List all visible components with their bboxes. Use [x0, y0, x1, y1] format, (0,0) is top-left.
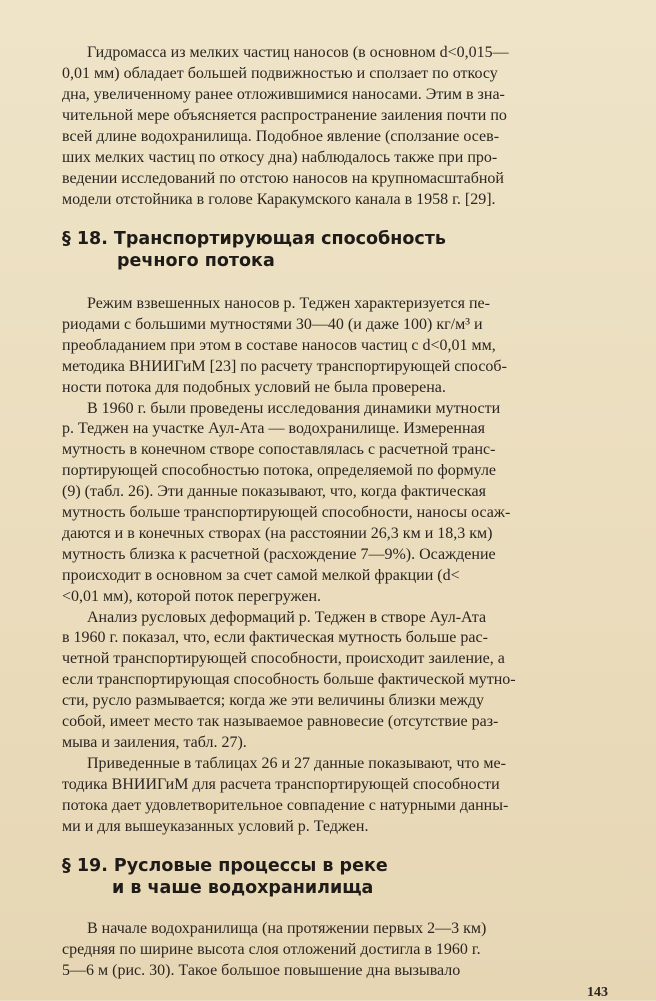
text-line: мыва и заиления, табл. 27).	[62, 733, 247, 751]
text-line: Анализ русловых деформаций р. Теджен в створе Аул-Ата	[87, 608, 487, 626]
text-line: даются и в конечных створах (на расстоянии 26,3 км и 18,3 км)	[62, 524, 493, 542]
text-line: В 1960 г. были проведены исследования динамики мутности	[87, 399, 501, 417]
text-line: Приведенные в таблицах 26 и 27 данные показывают, что ме-	[87, 754, 506, 772]
section-heading-line: речного потока	[117, 251, 275, 271]
text-line: если транспортирующая способность больше фактической мутно-	[62, 671, 516, 689]
text-line: ведении исследований по отстою наносов на крупномасштабной	[62, 170, 504, 187]
text-line: (9) (табл. 26). Эти данные показывают, что, когда фактическая	[62, 483, 486, 501]
text-line: собой, имеет место так называемое равновесие (отсутствие раз-	[62, 713, 499, 730]
text-line: четной транспортирующей способности, происходит заиление, а	[62, 650, 505, 668]
text-line: мутность больше транспортирующей способности, наносы осаж-	[62, 504, 511, 521]
text-line: <0,01 мм), которой поток перегружен.	[62, 587, 322, 605]
text-line: модели отстойника в голове Каракумского канала в 1958 г. [29].	[62, 191, 496, 208]
text-line: 0,01 мм) обладает большей подвижностью и сползает по откосу	[62, 65, 498, 82]
text-line: риодами с большими мутностями 30—40 (и даже 100) кг/м³ и	[62, 315, 483, 333]
text-line: чительной мере объясняется распространение заиления почти по	[62, 107, 507, 124]
text-line: портирующей способностью потока, определяемой по формуле	[62, 462, 497, 480]
text-line: ших мелких частиц по откосу дна) наблюдалось также при про-	[62, 149, 498, 166]
text-line: всей длине водохранилища. Подобное явление (сползание осев-	[62, 128, 500, 145]
text-line: р. Теджен на участке Аул-Ата — водохранилище. Измеренная	[62, 420, 485, 438]
text-line: ми и для вышеуказанных условий р. Теджен.	[62, 817, 369, 835]
text-line: ности потока для подобных условий не была проверена.	[62, 378, 446, 396]
text-line: в 1960 г. показал, что, если фактическая мутность больше рас-	[62, 629, 488, 647]
text-line: методика ВНИИГиМ [23] по расчету транспортирующей способ-	[62, 357, 507, 375]
text-line: дна, увеличенному ранее отложившимися наносами. Этим в зна-	[62, 86, 505, 103]
section-heading-line: § 18. Транспортирующая способность	[62, 229, 446, 249]
text-line: 5—6 м (рис. 30). Такое большое повышение дна вызывало	[62, 962, 461, 980]
text-line: средняя по ширине высота слоя отложений достигла в 1960 г.	[62, 941, 481, 959]
text-line: потока дает удовлетворительное совпадение с натурными данны-	[62, 796, 509, 814]
text-line: В начале водохранилища (на протяжении первых 2—3 км)	[87, 920, 487, 938]
text-line: мутность в конечном створе сопоставлялась с расчетной транс-	[62, 441, 496, 459]
text-line: Гидромасса из мелких частиц наносов (в основном d<0,015—	[87, 44, 509, 61]
text-line: Режим взвешенных наносов р. Теджен характеризуется пе-	[87, 295, 490, 312]
page-number: 143	[587, 985, 608, 1001]
text-line: сти, русло размывается; когда же эти величины близки между	[62, 692, 484, 710]
text-line: тодика ВНИИГиМ для расчета транспортирующей способности	[62, 775, 500, 793]
section-heading-line: § 19. Русловые процессы в реке	[62, 856, 388, 877]
text-line: мутность близка к расчетной (расхождение 7—9%). Осаждение	[62, 545, 496, 563]
text-line: происходит в основном за счет самой мелкой фракции (d<	[62, 566, 460, 584]
text-line: преобладанием при этом в составе наносов частиц с d<0,01 мм,	[62, 336, 496, 354]
section-heading-line: и в чаше водохранилища	[112, 878, 374, 899]
